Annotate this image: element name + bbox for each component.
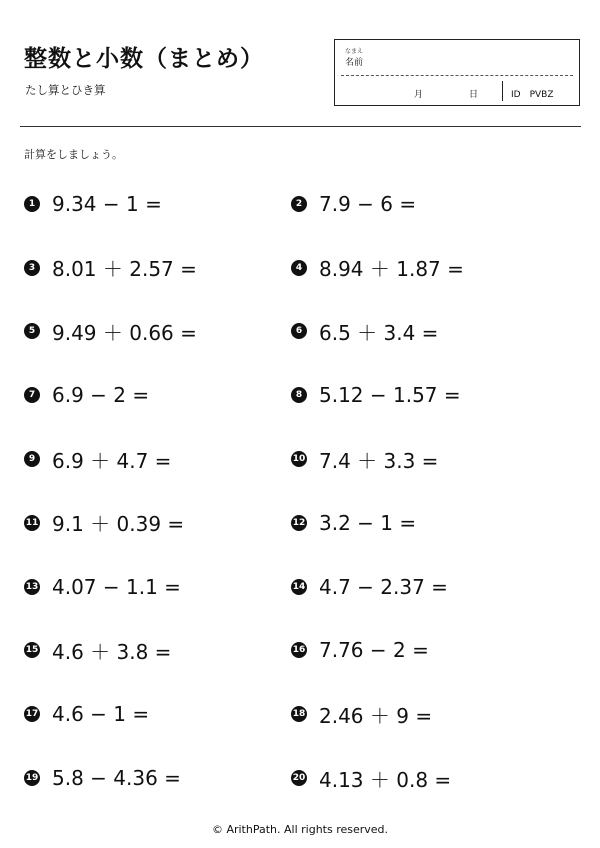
problem-item <box>0 172 284 236</box>
problem-number-badge: 17 <box>24 706 40 722</box>
problem-number-badge: 16 <box>291 642 307 658</box>
problem-expression: 5.12 − 1.57 = <box>319 383 461 408</box>
problem-expression: 9.49 ＋ 0.66 = <box>52 320 197 345</box>
header-rule <box>20 126 581 127</box>
problem-expression: 8.01 ＋ 2.57 = <box>52 257 197 282</box>
problem-number-badge: 15 <box>24 642 40 658</box>
name-dotted-line <box>341 75 573 76</box>
problem-expression: 6.5 ＋ 3.4 = <box>319 320 439 345</box>
problem-number-badge: 13 <box>24 579 40 595</box>
problem-number-badge: 12 <box>291 515 307 531</box>
problem-item <box>0 236 284 300</box>
problem-item <box>0 491 284 555</box>
problem-number-badge: 11 <box>24 515 40 531</box>
problem-item <box>0 682 284 746</box>
problem-expression: 9.1 ＋ 0.39 = <box>52 512 185 537</box>
problem-item <box>0 427 284 491</box>
problem-expression: 6.9 − 2 = <box>52 383 150 408</box>
problem-item <box>0 300 284 364</box>
problem-item <box>284 619 600 683</box>
problem-item <box>284 363 600 427</box>
problem-item <box>284 300 600 364</box>
problem-item <box>284 427 600 491</box>
worksheet-subtitle: たし算とひき算 <box>25 83 106 97</box>
problem-item <box>0 555 284 619</box>
problem-number-badge: 5 <box>24 323 40 339</box>
problem-expression: 6.9 ＋ 4.7 = <box>52 448 172 473</box>
problem-number-badge: 20 <box>291 770 307 786</box>
problem-item <box>0 363 284 427</box>
problem-grid <box>0 172 600 802</box>
copyright-footer: © ArithPath. All rights reserved. <box>211 823 389 836</box>
problem-expression: 8.94 ＋ 1.87 = <box>319 257 464 282</box>
problem-item <box>0 619 284 683</box>
problem-number-badge: 6 <box>291 323 307 339</box>
month-label: 月 <box>414 90 424 100</box>
problem-expression: 4.07 − 1.1 = <box>52 574 181 599</box>
problem-number-badge: 18 <box>291 706 307 722</box>
problem-number-badge: 2 <box>291 196 307 212</box>
problem-expression: 3.2 − 1 = <box>319 510 417 535</box>
problem-item <box>284 746 600 810</box>
problem-number-badge: 7 <box>24 387 40 403</box>
problem-expression: 4.13 ＋ 0.8 = <box>319 767 452 792</box>
problem-number-badge: 19 <box>24 770 40 786</box>
problem-item <box>284 172 600 236</box>
problem-expression: 9.34 − 1 = <box>52 191 162 216</box>
name-ruby: なまえ <box>345 48 364 55</box>
instruction-text: 計算をしましょう。 <box>24 148 123 161</box>
problem-expression: 5.8 − 4.36 = <box>52 766 181 791</box>
problem-expression: 7.76 − 2 = <box>319 638 429 663</box>
id-divider <box>502 81 503 101</box>
problem-item <box>0 746 284 810</box>
problem-expression: 4.6 − 1 = <box>52 702 150 727</box>
problem-number-badge: 4 <box>291 260 307 276</box>
worksheet-title: 整数と小数（まとめ） <box>24 46 264 72</box>
problem-number-badge: 10 <box>291 451 307 467</box>
problem-number-badge: 8 <box>291 387 307 403</box>
name-box <box>334 39 580 106</box>
name-label: 名前 <box>345 58 364 68</box>
problem-number-badge: 3 <box>24 260 40 276</box>
problem-item <box>284 682 600 746</box>
problem-expression: 4.6 ＋ 3.8 = <box>52 639 172 664</box>
day-label: 日 <box>469 90 479 100</box>
problem-expression: 7.4 ＋ 3.3 = <box>319 448 439 473</box>
problem-number-badge: 1 <box>24 196 40 212</box>
problem-item <box>284 491 600 555</box>
problem-number-badge: 9 <box>24 451 40 467</box>
problem-expression: 2.46 ＋ 9 = <box>319 703 433 728</box>
problem-item <box>284 555 600 619</box>
problem-expression: 4.7 − 2.37 = <box>319 574 448 599</box>
worksheet-id: ID PVBZ <box>511 90 554 100</box>
problem-expression: 7.9 − 6 = <box>319 191 417 216</box>
problem-number-badge: 14 <box>291 579 307 595</box>
problem-item <box>284 236 600 300</box>
